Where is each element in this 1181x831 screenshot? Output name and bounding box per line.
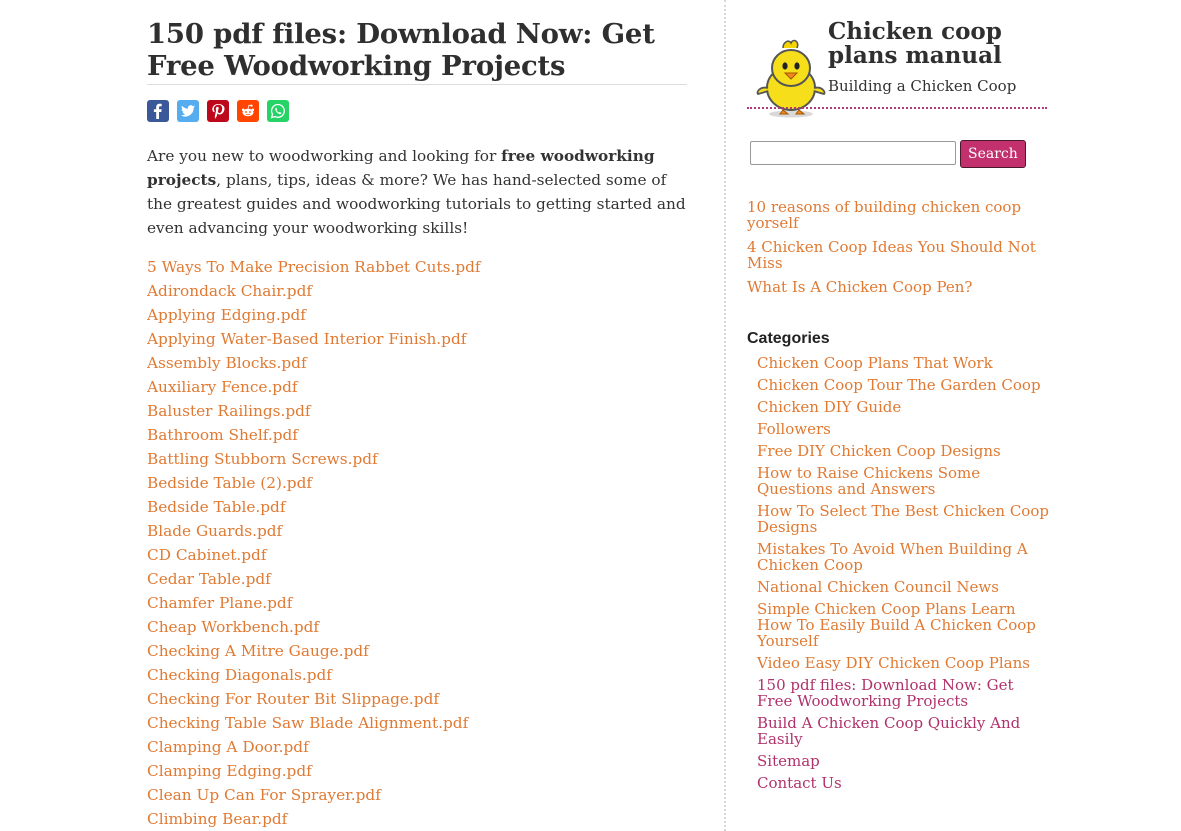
facebook-icon [150, 103, 166, 119]
sidebar [747, 0, 1049, 792]
post-title: 150 pdf files: Download Now: Get Free Woodworking Projects [147, 18, 687, 85]
pdf-link[interactable]: Climbing Bear.pdf [147, 810, 288, 828]
reddit-share-button[interactable] [237, 100, 259, 122]
pdf-link[interactable]: Cheap Workbench.pdf [147, 618, 320, 636]
pdf-link[interactable]: CD Cabinet.pdf [147, 546, 267, 564]
category-link[interactable]: Followers [757, 420, 831, 438]
pdf-link[interactable]: 5 Ways To Make Precision Rabbet Cuts.pdf [147, 258, 481, 276]
pdf-link[interactable]: Checking A Mitre Gauge.pdf [147, 642, 369, 660]
column-divider [724, 0, 726, 831]
pdf-link[interactable]: Checking For Router Bit Slippage.pdf [147, 690, 440, 708]
category-link[interactable]: Video Easy DIY Chicken Coop Plans [757, 654, 1030, 672]
pdf-link[interactable]: Baluster Railings.pdf [147, 402, 311, 420]
search-input[interactable] [750, 141, 956, 165]
pinterest-icon [210, 103, 226, 119]
pdf-link[interactable]: Bathroom Shelf.pdf [147, 426, 298, 444]
categories-list [757, 355, 1052, 797]
search-button[interactable]: Search [960, 140, 1026, 168]
categories-heading: Categories [747, 330, 830, 347]
category-link[interactable]: Simple Chicken Coop Plans Learn How To Easily Build A Chicken Coop Yourself [757, 600, 1036, 650]
share-buttons [147, 100, 687, 122]
pdf-link[interactable]: Clamping A Door.pdf [147, 738, 309, 756]
pdf-link[interactable]: Blade Guards.pdf [147, 522, 283, 540]
pdf-link[interactable]: Checking Table Saw Blade Alignment.pdf [147, 714, 469, 732]
search-form [750, 141, 1026, 168]
pdf-link[interactable]: Cedar Table.pdf [147, 570, 271, 588]
category-link[interactable]: Chicken Coop Plans That Work [757, 354, 993, 372]
site-header[interactable] [747, 0, 1047, 112]
category-link[interactable]: Sitemap [757, 752, 820, 770]
site-description: Building a Chicken Coop [828, 77, 1017, 95]
header-divider [747, 107, 1047, 109]
twitter-icon [180, 103, 196, 119]
pdf-link[interactable]: Bedside Table.pdf [147, 498, 286, 516]
intro-bold-text: free woodworking projects [147, 147, 655, 189]
category-link[interactable]: How to Raise Chickens Some Questions and Answers [757, 464, 981, 498]
site-title[interactable]: Chicken coop plans manual [828, 18, 1002, 69]
pdf-link[interactable]: Chamfer Plane.pdf [147, 594, 293, 612]
main-content [147, 18, 687, 831]
intro-text-end: , plans, tips, ideas & more? We has hand-selected some of the greatest guides and woodworking tutorials to getting started and even advancing your woodworking skills! [147, 171, 686, 237]
pdf-link[interactable]: Applying Water-Based Interior Finish.pdf [147, 330, 467, 348]
facebook-share-button[interactable] [147, 100, 169, 122]
pdf-link[interactable]: Applying Edging.pdf [147, 306, 306, 324]
category-link[interactable]: Chicken DIY Guide [757, 398, 902, 416]
whatsapp-share-button[interactable] [267, 100, 289, 122]
category-link[interactable]: Mistakes To Avoid When Building A Chicken Coop [757, 540, 1028, 574]
category-link[interactable]: Build A Chicken Coop Quickly And Easily [757, 714, 1021, 748]
pdf-link[interactable]: Adirondack Chair.pdf [147, 282, 313, 300]
pdf-link[interactable]: Auxiliary Fence.pdf [147, 378, 298, 396]
reddit-icon [240, 103, 256, 119]
category-link[interactable]: National Chicken Council News [757, 578, 999, 596]
pdf-file-list [147, 255, 687, 831]
twitter-share-button[interactable] [177, 100, 199, 122]
recent-post-link[interactable]: What Is A Chicken Coop Pen? [747, 278, 973, 296]
pdf-link[interactable]: Clamping Edging.pdf [147, 762, 312, 780]
category-link[interactable]: Chicken Coop Tour The Garden Coop [757, 376, 1041, 394]
pdf-link[interactable]: Bedside Table (2).pdf [147, 474, 313, 492]
recent-post-link[interactable]: 10 reasons of building chicken coop yorself [747, 198, 1022, 232]
category-link[interactable]: Contact Us [757, 774, 842, 792]
recent-post-link[interactable]: 4 Chicken Coop Ideas You Should Not Miss [747, 238, 1036, 272]
pdf-link[interactable]: Assembly Blocks.pdf [147, 354, 307, 372]
chick-logo-icon [755, 38, 827, 118]
category-link[interactable]: How To Select The Best Chicken Coop Designs [757, 502, 1049, 536]
intro-text-start: Are you new to woodworking and looking for [147, 147, 502, 165]
pdf-link[interactable]: Checking Diagonals.pdf [147, 666, 332, 684]
recent-posts-list [747, 199, 1037, 303]
pdf-link[interactable]: Battling Stubborn Screws.pdf [147, 450, 378, 468]
category-link[interactable]: Free DIY Chicken Coop Designs [757, 442, 1001, 460]
category-link[interactable]: 150 pdf files: Download Now: Get Free Woodworking Projects [757, 676, 1014, 710]
intro-paragraph [147, 144, 687, 240]
pinterest-share-button[interactable] [207, 100, 229, 122]
pdf-link[interactable]: Clean Up Can For Sprayer.pdf [147, 786, 381, 804]
whatsapp-icon [270, 103, 286, 119]
